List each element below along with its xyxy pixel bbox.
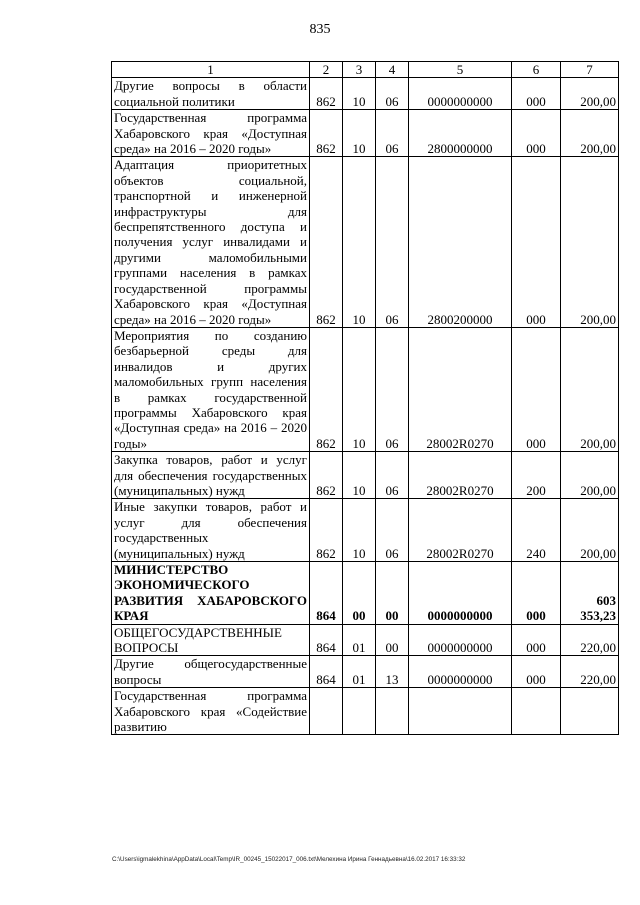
cell-admin-code: 864 [310,562,343,625]
cell-section: 10 [343,499,376,562]
cell-section: 10 [343,452,376,499]
cell-expense-type [512,688,561,735]
cell-expense-type: 000 [512,656,561,688]
row-name: Иные закупки товаров, работ и услуг для обеспечения государственных (муниципальных) нужд [112,499,310,562]
table-header-row [112,62,619,78]
table-row [112,157,619,327]
column-header: 1 [112,62,310,78]
cell-expense-type: 000 [512,157,561,327]
cell-section: 10 [343,78,376,110]
row-name: Закупка товаров, работ и услуг для обеспечения государственных (муниципальных) нужд [112,452,310,499]
cell-section [343,688,376,735]
cell-amount: 200,00 [561,499,619,562]
cell-amount [561,688,619,735]
cell-subsection: 06 [376,327,409,451]
table-row-continued [112,688,619,735]
cell-subsection: 13 [376,656,409,688]
table-row [112,78,619,110]
cell-target-article: 0000000000 [409,624,512,656]
table-row-ministry-total [112,562,619,625]
row-name: Другие общегосударственные вопросы [112,656,310,688]
cell-target-article: 0000000000 [409,562,512,625]
cell-expense-type: 000 [512,624,561,656]
column-header: 3 [343,62,376,78]
cell-amount: 220,00 [561,656,619,688]
cell-subsection [376,688,409,735]
table-row [112,624,619,656]
row-name: Другие вопросы в области социальной политики [112,78,310,110]
cell-subsection: 00 [376,624,409,656]
cell-amount: 200,00 [561,78,619,110]
cell-amount: 200,00 [561,157,619,327]
column-header: 2 [310,62,343,78]
cell-subsection: 00 [376,562,409,625]
cell-admin-code [310,688,343,735]
cell-admin-code: 862 [310,499,343,562]
cell-subsection: 06 [376,78,409,110]
column-header: 6 [512,62,561,78]
cell-section: 00 [343,562,376,625]
cell-admin-code: 862 [310,110,343,157]
cell-target-article: 2800000000 [409,110,512,157]
cell-expense-type: 000 [512,562,561,625]
cell-expense-type: 000 [512,110,561,157]
row-name: Адаптация приоритетных объектов социальной, транспортной и инженерной инфраструктуры для беспрепятственного доступа и получения услуг инвалидами и другими маломобильными группами населения в рамках государственной программы Хабаровского края «Доступная среда» на 2016 – 2020 годы» [112,157,310,327]
file-path-footer: C:\Users\igmalekhina\AppData\Local\Temp\IR_00245_15022017_006.txt\Мелехина Ирина Геннадьевна\16.02.2017 16:33:32 [112,856,466,863]
page-number: 835 [309,22,331,37]
cell-subsection: 06 [376,110,409,157]
cell-target-article: 2800200000 [409,157,512,327]
cell-amount: 200,00 [561,327,619,451]
cell-admin-code: 864 [310,624,343,656]
cell-admin-code: 862 [310,78,343,110]
column-header: 4 [376,62,409,78]
cell-section: 10 [343,327,376,451]
cell-target-article [409,688,512,735]
cell-subsection: 06 [376,157,409,327]
cell-target-article: 28002R0270 [409,499,512,562]
cell-section: 01 [343,624,376,656]
cell-target-article: 0000000000 [409,656,512,688]
cell-expense-type: 000 [512,78,561,110]
cell-subsection: 06 [376,499,409,562]
cell-section: 10 [343,157,376,327]
row-name: Государственная программа Хабаровского края «Содействие развитию [112,688,310,735]
cell-admin-code: 862 [310,327,343,451]
cell-admin-code: 864 [310,656,343,688]
row-name: Мероприятия по созданию безбарьерной среды для инвалидов и других маломобильных групп населения в рамках государственной программы Хабаровского края «Доступная среда» на 2016 – 2020 годы» [112,327,310,451]
budget-table [111,61,619,735]
row-name: МИНИСТЕРСТВО ЭКОНОМИЧЕСКОГО РАЗВИТИЯ ХАБАРОВСКОГО КРАЯ [112,562,310,625]
cell-amount: 603 353,23 [561,562,619,625]
row-name: ОБЩЕГОСУДАРСТВЕННЫЕ ВОПРОСЫ [112,624,310,656]
cell-subsection: 06 [376,452,409,499]
cell-expense-type: 200 [512,452,561,499]
cell-amount: 200,00 [561,110,619,157]
table-row [112,499,619,562]
cell-target-article: 0000000000 [409,78,512,110]
column-header: 7 [561,62,619,78]
table-row [112,452,619,499]
cell-amount: 200,00 [561,452,619,499]
cell-section: 01 [343,656,376,688]
cell-admin-code: 862 [310,157,343,327]
cell-expense-type: 000 [512,327,561,451]
table-row [112,656,619,688]
cell-expense-type: 240 [512,499,561,562]
cell-amount: 220,00 [561,624,619,656]
cell-target-article: 28002R0270 [409,327,512,451]
cell-target-article: 28002R0270 [409,452,512,499]
column-header: 5 [409,62,512,78]
cell-section: 10 [343,110,376,157]
row-name: Государственная программа Хабаровского края «Доступная среда» на 2016 – 2020 годы» [112,110,310,157]
table-row [112,110,619,157]
table-row [112,327,619,451]
cell-admin-code: 862 [310,452,343,499]
